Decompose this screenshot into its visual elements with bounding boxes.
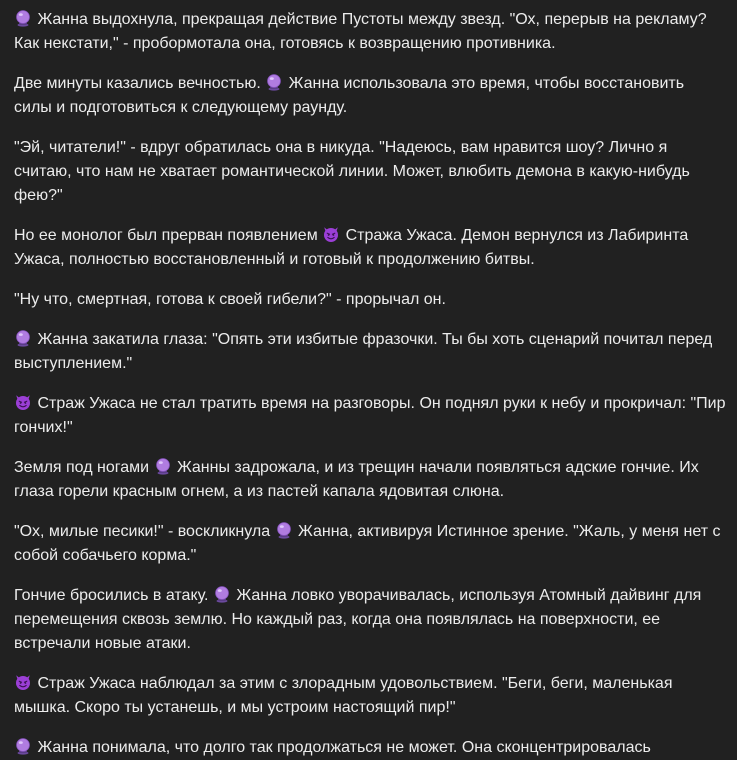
paragraph-text: Две минуты казались вечностью. [14,75,266,92]
paragraph-text: Жанна выдохнула, прекращая действие Пустоты между звезд. "Ох, перерыв на рекламу? Как некстати," - пробормотала она, готовясь к возвращению противника. [14,11,707,52]
crystal-ball-icon [14,329,32,347]
paragraph-text: Гончие бросились в атаку. [14,587,213,604]
paragraph-text: Страж Ужаса не стал тратить время на разговоры. Он поднял руки к небу и прокричал: "Пир гончих!" [14,395,726,436]
paragraph-text: "Эй, читатели!" - вдруг обратилась она в никуда. "Надеюсь, вам нравится шоу? Лично я считаю, что нам не хватает романтической линии. Может, влюбить демона в какую-нибудь фею?" [14,139,690,204]
paragraph-text: Жанна понимала, что долго так продолжаться не может. Она сконцентрировалась [37,739,651,756]
crystal-ball-icon [275,521,293,539]
paragraph [14,328,726,376]
paragraph [14,392,726,440]
crystal-ball-icon [213,585,231,603]
paragraph [14,584,726,656]
paragraph-text: Земля под ногами [14,459,154,476]
paragraph [14,224,726,272]
smiling-imp-icon [14,673,32,691]
paragraph-text: Стража Ужаса. Демон вернулся из Лабиринта Ужаса, полностью восстановленный и готовый к продолжению битвы. [14,227,689,268]
paragraph-text: Но ее монолог был прерван появлением [14,227,323,244]
crystal-ball-icon [14,737,32,755]
paragraph-text: "Ох, милые песики!" - воскликнула [14,523,275,540]
crystal-ball-icon [14,9,32,27]
paragraph-text: Жанны задрожала, и из трещин начали появляться адские гончие. Их глаза горели красным огнем, а из пастей капала ядовитая слюна. [14,459,699,500]
paragraph [14,136,726,208]
paragraph-text: Страж Ужаса наблюдал за этим с злорадным удовольствием. "Беги, беги, маленькая мышка. Скоро ты устанешь, и мы устроим настоящий пир!" [14,675,673,716]
crystal-ball-icon [154,457,172,475]
paragraph [14,736,726,760]
crystal-ball-icon [265,73,283,91]
paragraph [14,72,726,120]
paragraph-text: Жанна ловко уворачивалась, используя Атомный дайвинг для перемещения сквозь землю. Но каждый раз, когда она появлялась на поверхности, ее встречали новые атаки. [14,587,702,652]
paragraph [14,672,726,720]
paragraph-text: Жанна, активируя Истинное зрение. "Жаль, у меня нет с собой собачьего корма." [14,523,721,564]
paragraph [14,8,726,56]
smiling-imp-icon [322,225,340,243]
paragraph [14,520,726,568]
smiling-imp-icon [14,393,32,411]
paragraph-text: Жанна закатила глаза: "Опять эти избитые фразочки. Ты бы хоть сценарий почитал перед выступлением." [14,331,713,372]
paragraph-text: "Ну что, смертная, готова к своей гибели?" - прорычал он. [14,291,446,308]
paragraph [14,288,726,312]
paragraph [14,456,726,504]
paragraph-text: Жанна использовала это время, чтобы восстановить силы и подготовиться к следующему раунду. [14,75,685,116]
